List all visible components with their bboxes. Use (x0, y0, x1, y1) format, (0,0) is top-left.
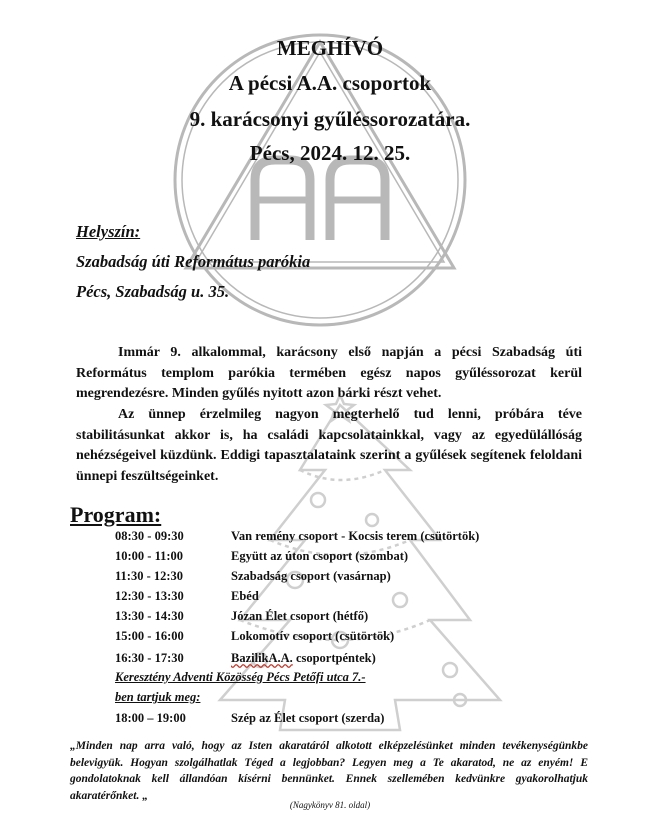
program-event (231, 648, 376, 668)
program-time: 10:00 - 11:00 (115, 549, 184, 563)
intro-paragraph-2: Az ünnep érzelmileg nagyon megterhelő tud lenni, próbára téve stabilitásunkat akkor is, ha családi kapcsolatainkkal, vagy az egyedülállóság nehézségeivel küzdünk. Eddigi tapasztalataink szerint a gyűlések segítenek feloldani ünnepi feszültségeinket. (76, 407, 582, 484)
venue-heading: Helyszín: (76, 222, 141, 241)
event-series-title: 9. karácsonyi gyűléssorozatára. (189, 107, 471, 131)
venue-address: Pécs, Szabadság u. 35. (76, 282, 230, 301)
program-time: 18:00 – 19:00 (115, 711, 186, 725)
quote-source: (Nagykönyv 81. oldal) (289, 800, 371, 810)
intro-paragraph-1: Immár 9. alkalommal, karácsony első napján a pécsi Szabadság úti Református templom parókia termében egész napos gyűléssorozat kerül megrendezésre. Minden gyűlés nyitott azon bárki részt vehet. (76, 345, 582, 401)
invitation-title: MEGHÍVÓ (276, 36, 384, 60)
program-event: Szabadság csoport (vasárnap) (231, 569, 391, 583)
program-event: Szép az Élet csoport (szerda) (231, 711, 385, 725)
program-heading: Program: (70, 502, 162, 527)
program-event: Ebéd (231, 589, 259, 603)
program-event: Józan Élet csoport (hétfő) (231, 609, 369, 623)
program-location-note: Keresztény Adventi Közösség Pécs Petőfi utca 7.- (115, 670, 366, 684)
program-event: Lokomotív csoport (csütörtök) (231, 629, 395, 643)
program-time: 15:00 - 16:00 (115, 629, 184, 643)
program-location-note-cont: ben tartjuk meg: (115, 690, 201, 704)
venue-name: Szabadság úti Református parókia (76, 252, 311, 271)
program-time: 13:30 - 14:30 (115, 609, 184, 623)
program-time: 16:30 - 17:30 (115, 651, 184, 665)
program-event: Együtt az úton csoport (szombat) (231, 549, 409, 563)
event-date: Pécs, 2024. 12. 25. (249, 141, 411, 165)
invitation-subtitle: A pécsi A.A. csoportok (228, 71, 432, 95)
program-time: 12:30 - 13:30 (115, 589, 184, 603)
program-time: 08:30 - 09:30 (115, 529, 184, 543)
program-event-name: BazilikA.A. (231, 651, 293, 665)
program-event: Van remény csoport - Kocsis terem (csütörtök) (231, 529, 480, 543)
program-event-rest: csoportpéntek) (292, 651, 376, 665)
program-time: 11:30 - 12:30 (115, 569, 184, 583)
closing-quote: „Minden nap arra való, hogy az Isten akaratáról alkotott elképzelésünket minden tevékenységünkbe belevigyük. Hogyan szolgálhatlak Téged a legjobban? Legyen meg a Te akaratod, ne az enyém! E gondolatoknak kell állandóan kísérni bennünket. Ennek szellemében kedvünkre gyakorolhatjuk akaratérőnket. „ (70, 740, 588, 802)
